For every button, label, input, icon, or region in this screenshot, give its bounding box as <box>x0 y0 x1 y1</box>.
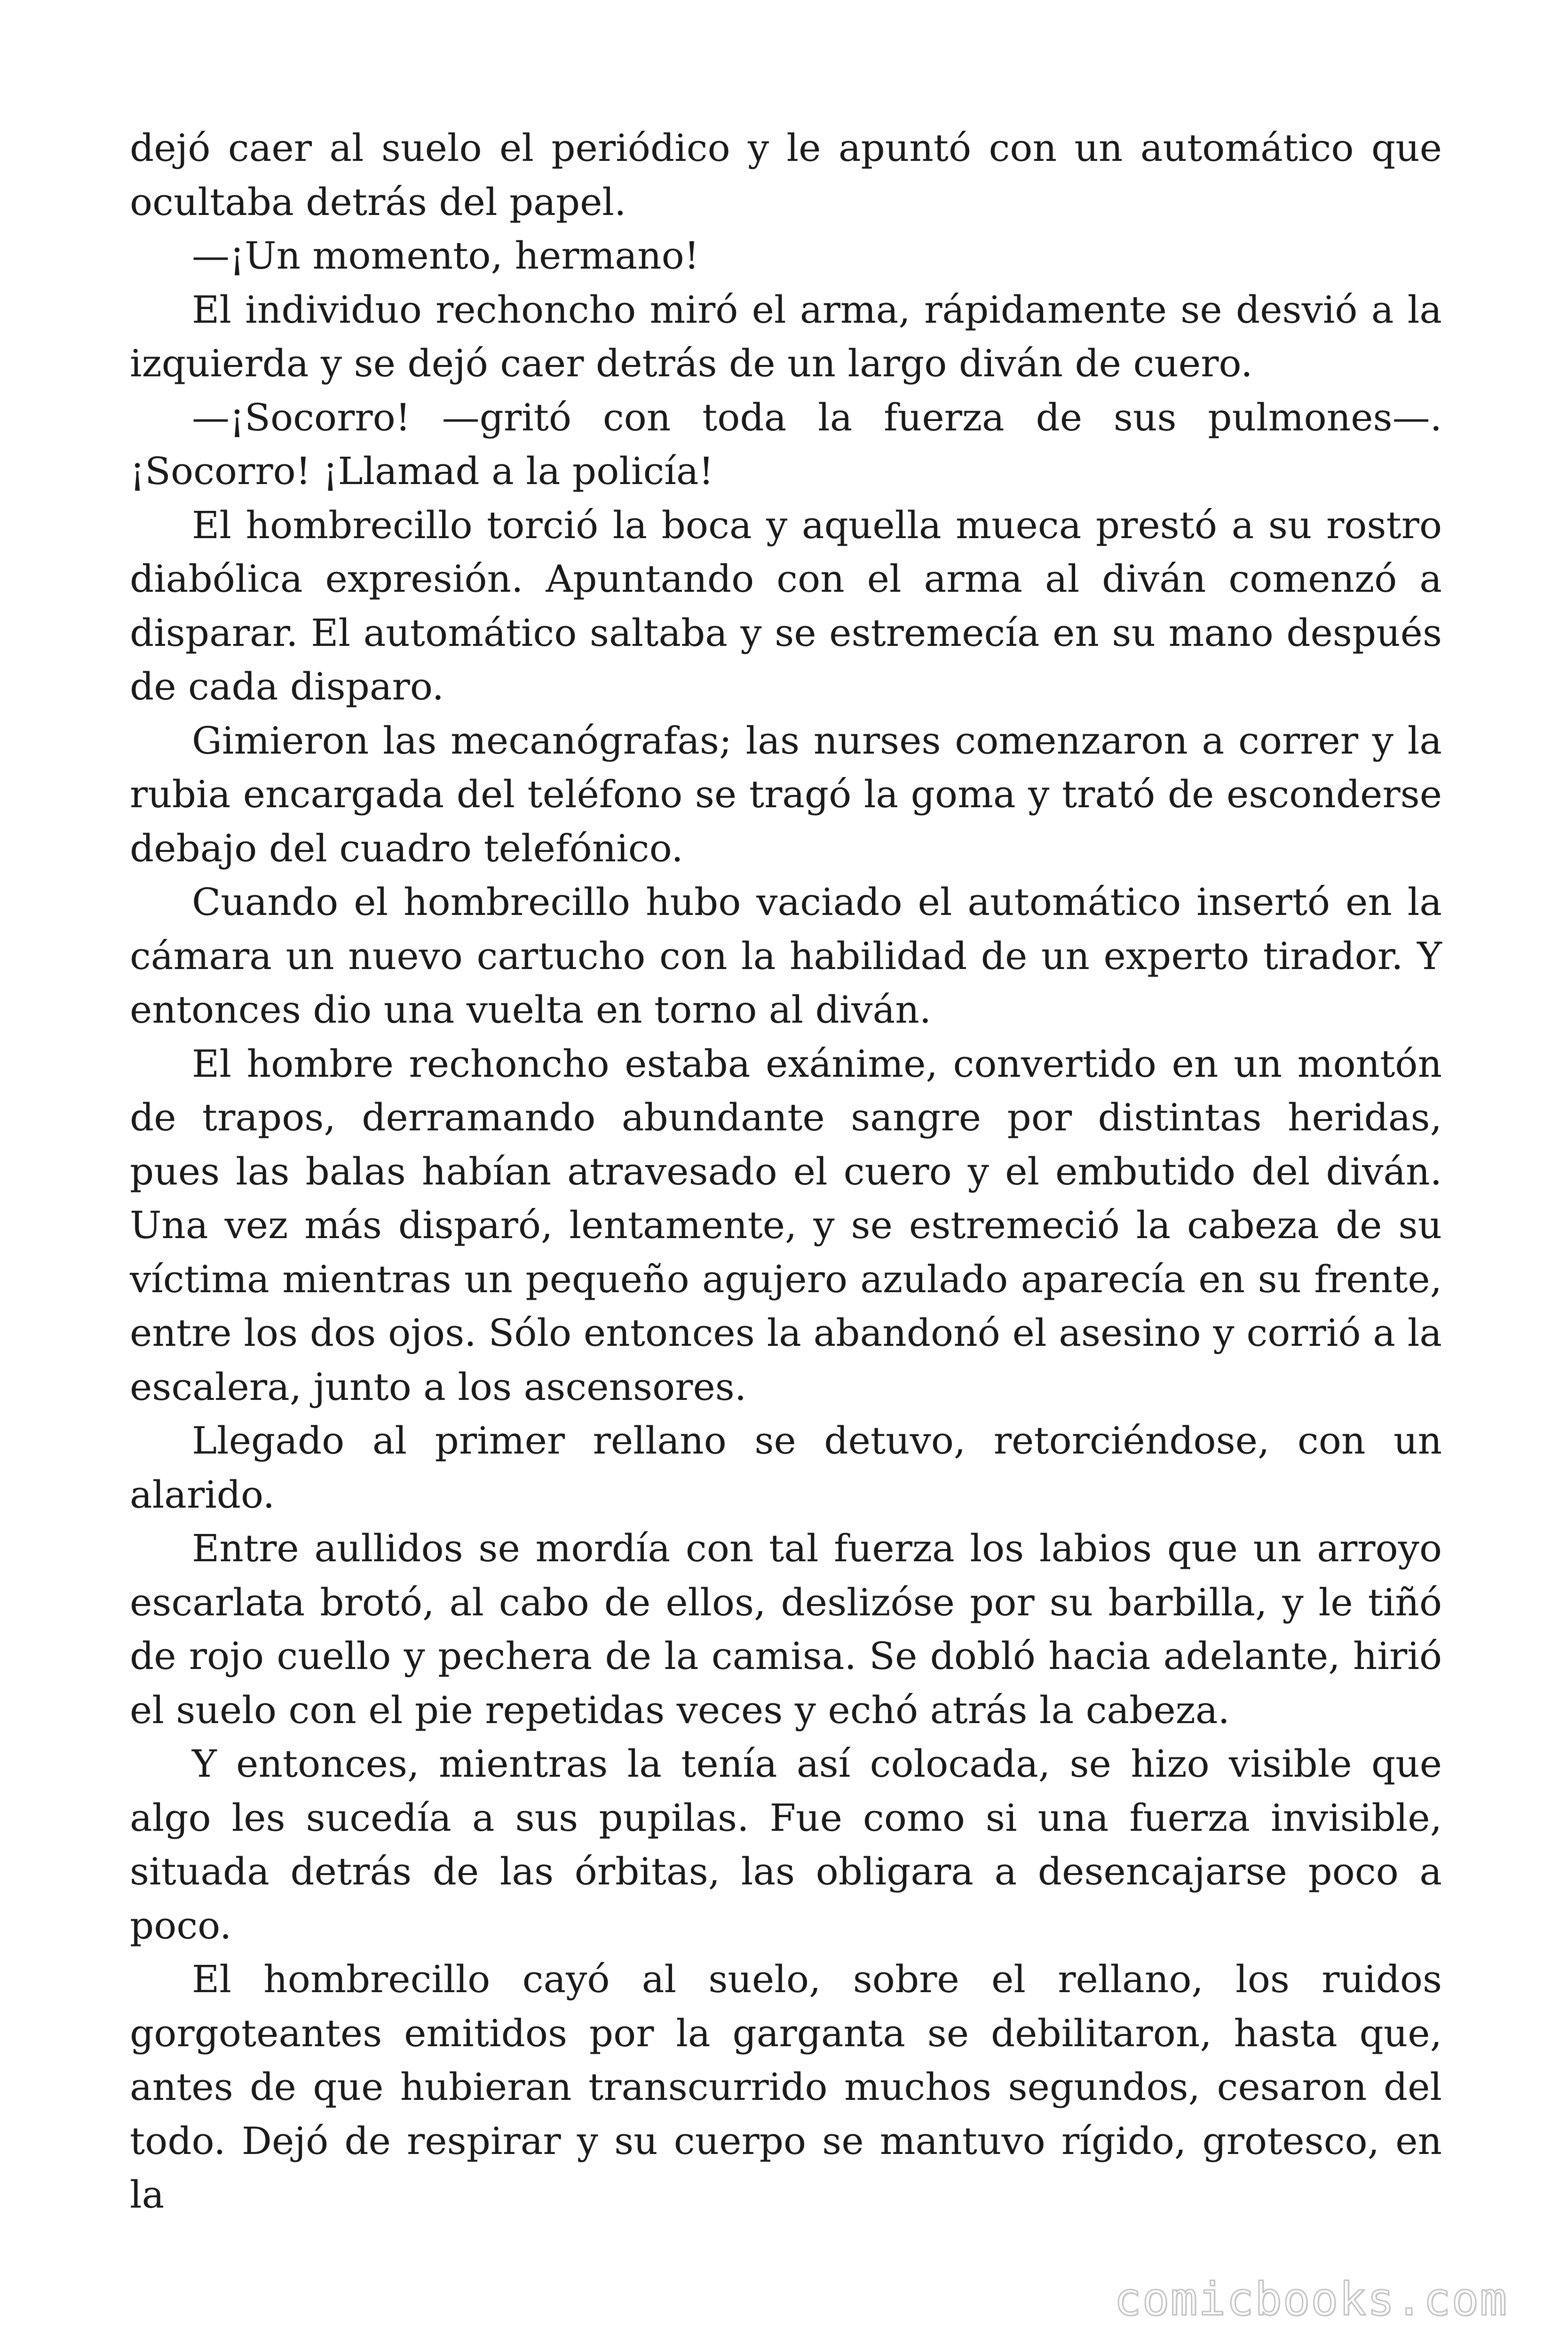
paragraph: Gimieron las mecanógrafas; las nurses comenzaron a correr y la rubia encargada del teléfono se tragó la goma y trató de esconderse debajo del cuadro telefónico. <box>130 718 1442 870</box>
paragraph: El individuo rechoncho miró el arma, rápidamente se desvió a la izquierda y se dejó caer detrás de un largo diván de cuero. <box>130 287 1442 385</box>
paragraph: Y entonces, mientras la tenía así colocada, se hizo visible que algo les sucedía a sus pupilas. Fue como si una fuerza invisible, situada detrás de las órbitas, las obligara a desencajarse poco a poco. <box>130 1742 1442 1947</box>
watermark: comicbooks.com <box>1114 2273 1508 2326</box>
paragraph: Entre aullidos se mordía con tal fuerza los labios que un arroyo escarlata brotó, al cabo de ellos, deslizóse por su barbilla, y le tiñó de rojo cuello y pechera de la camisa. Se dobló hacia adelante, hirió el suelo con el pie repetidas veces y echó atrás la cabeza. <box>130 1526 1442 1732</box>
body-text <box>130 121 1442 2222</box>
paragraph: —¡Socorro! —gritó con toda la fuerza de sus pulmones—. ¡Socorro! ¡Llamad a la policía! <box>130 395 1442 493</box>
paragraph: Llegado al primer rellano se detuvo, retorciéndose, con un alarido. <box>130 1419 1442 1517</box>
paragraph: El hombrecillo cayó al suelo, sobre el rellano, los ruidos gorgoteantes emitidos por la garganta se debilitaron, hasta que, antes de que hubieran transcurrido muchos segundos, cesaron del todo. Dejó de respirar y su cuerpo se mantuvo rígido, grotesco, en la <box>130 1957 1442 2217</box>
paragraph: Cuando el hombrecillo hubo vaciado el automático insertó en la cámara un nuevo cartucho con la habilidad de un experto tirador. Y entonces dio una vuelta en torno al diván. <box>130 880 1442 1032</box>
paragraph: —¡Un momento, hermano! <box>192 234 699 278</box>
paragraph: El hombrecillo torció la boca y aquella mueca prestó a su rostro diabólica expresión. Apuntando con el arma al diván comenzó a disparar. El automático saltaba y se estremecía en su mano después de cada disparo. <box>130 503 1442 708</box>
paragraph: El hombre rechoncho estaba exánime, convertido en un montón de trapos, derramando abundante sangre por distintas heridas, pues las balas habían atravesado el cuero y el embutido del diván. Una vez más disparó, lentamente, y se estremeció la cabeza de su víctima mientras un pequeño agujero azulado aparecía en su frente, entre los dos ojos. Sólo entonces la abandonó el asesino y corrió a la escalera, junto a los ascensores. <box>130 1041 1442 1409</box>
paragraph-continuation: dejó caer al suelo el periódico y le apuntó con un automático que ocultaba detrás del papel. <box>130 126 1442 224</box>
